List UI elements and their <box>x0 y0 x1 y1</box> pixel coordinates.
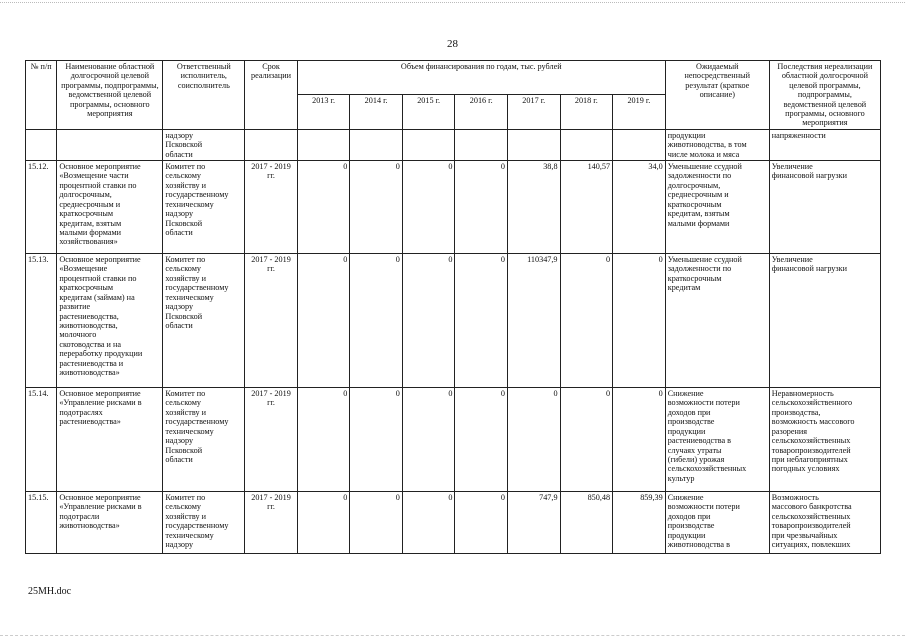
row-value: 0 <box>350 388 403 492</box>
row-name: Основное мероприятие «Управление рисками в подотраслях растениеводства» <box>57 388 163 492</box>
row-value: 0 <box>297 254 350 388</box>
header-name: Наименование областной долгосрочной целевой программы, подпрограммы, ведомственной целевой программы, основного мероприятия <box>57 61 163 130</box>
row-value: 0 <box>455 388 508 492</box>
row-value: 0 <box>560 388 613 492</box>
header-executor: Ответственный исполнитель, соисполнитель <box>163 61 245 130</box>
row-result: продукции животноводства, в том числе молока и мяса <box>665 129 769 160</box>
row-name <box>57 129 163 160</box>
header-num: № п/п <box>26 61 57 130</box>
row-value: 110347,9 <box>507 254 560 388</box>
row-consequence: Возможность массового банкротства сельскохозяйственных товаропроизводителей при чрезвычайных ситуациях, повлекших <box>769 492 880 554</box>
row-value: 0 <box>297 492 350 554</box>
header-year: 2019 г. <box>613 95 666 129</box>
row-num <box>26 129 57 160</box>
row-term <box>245 129 298 160</box>
row-value <box>613 129 666 160</box>
scan-edge-top <box>0 2 905 4</box>
row-result: Уменьшение ссудной задолженности по долгосрочным, среднесрочным и краткосрочным кредитам, взятым малыми формами <box>665 161 769 254</box>
row-value <box>455 129 508 160</box>
header-year: 2018 г. <box>560 95 613 129</box>
row-value <box>402 129 455 160</box>
row-term: 2017 - 2019 гг. <box>245 161 298 254</box>
row-value: 0 <box>350 492 403 554</box>
row-executor: Комитет по сельскому хозяйству и государственному техническому надзору <box>163 492 245 554</box>
row-term: 2017 - 2019 гг. <box>245 254 298 388</box>
row-name: Основное мероприятие «Возмещение процентной ставки по краткосрочным кредитам (займам) на развитие растениеводства, животноводства, молочного скотоводства и на переработку продукции растениеводства и животноводства» <box>57 254 163 388</box>
header-year: 2017 г. <box>507 95 560 129</box>
row-num: 15.12. <box>26 161 57 254</box>
row-value: 859,39 <box>613 492 666 554</box>
table-row <box>26 492 881 554</box>
row-value: 0 <box>297 161 350 254</box>
row-consequence: Увеличение финансовой нагрузки <box>769 161 880 254</box>
table-row <box>26 161 881 254</box>
row-value: 0 <box>613 388 666 492</box>
row-result: Уменьшение ссудной задолженности по краткосрочным кредитам <box>665 254 769 388</box>
row-value: 0 <box>297 388 350 492</box>
table-row <box>26 254 881 388</box>
row-executor: Комитет по сельскому хозяйству и государственному техническому надзору Псковской области <box>163 388 245 492</box>
header-year: 2016 г. <box>455 95 508 129</box>
row-consequence: Неравномерность сельскохозяйственного производства, возможность массового разорения сельскохозяйственных товаропроизводителей при неблагоприятных погодных условиях <box>769 388 880 492</box>
row-name: Основное мероприятие «Возмещение части процентной ставки по долгосрочным, среднесрочным и краткосрочным кредитам, взятым малыми формами хозяйствования» <box>57 161 163 254</box>
row-value: 747,9 <box>507 492 560 554</box>
row-num: 15.13. <box>26 254 57 388</box>
row-result: Снижение возможности потери доходов при производстве продукции растениеводства в случаях утраты (гибели) урожая сельскохозяйственных культур <box>665 388 769 492</box>
row-value: 0 <box>402 388 455 492</box>
row-value: 140,57 <box>560 161 613 254</box>
scan-edge-bottom <box>0 635 905 636</box>
row-executor: надзору Псковской области <box>163 129 245 160</box>
row-value: 0 <box>350 161 403 254</box>
row-value: 0 <box>455 492 508 554</box>
page-number: 28 <box>447 38 458 50</box>
row-name: Основное мероприятие «Управление рисками в подотрасли животноводства» <box>57 492 163 554</box>
row-consequence: Увеличение финансовой нагрузки <box>769 254 880 388</box>
row-value: 0 <box>560 254 613 388</box>
row-num: 15.14. <box>26 388 57 492</box>
footer-filename: 25MH.doc <box>28 586 72 597</box>
row-value: 0 <box>402 254 455 388</box>
program-table <box>25 60 881 554</box>
row-value: 0 <box>350 254 403 388</box>
header-year: 2014 г. <box>350 95 403 129</box>
row-result: Снижение возможности потери доходов при производстве продукции животноводства в <box>665 492 769 554</box>
row-term: 2017 - 2019 гг. <box>245 388 298 492</box>
header-term: Срок реализации <box>245 61 298 130</box>
row-value: 0 <box>507 388 560 492</box>
row-term: 2017 - 2019 гг. <box>245 492 298 554</box>
row-value: 850,48 <box>560 492 613 554</box>
header-consequences: Последствия нереализации областной долгосрочной целевой программы, подпрограммы, ведомственной целевой программы, основного мероприятия <box>769 61 880 130</box>
row-consequence: напряженности <box>769 129 880 160</box>
row-value: 0 <box>613 254 666 388</box>
header-result: Ожидаемый непосредственный результат (краткое описание) <box>665 61 769 130</box>
row-value <box>560 129 613 160</box>
row-value <box>507 129 560 160</box>
header-row-1 <box>26 61 881 95</box>
table-row <box>26 129 881 160</box>
header-year: 2013 г. <box>297 95 350 129</box>
row-value: 0 <box>402 492 455 554</box>
row-num: 15.15. <box>26 492 57 554</box>
row-value: 0 <box>455 254 508 388</box>
row-value: 0 <box>402 161 455 254</box>
row-executor: Комитет по сельскому хозяйству и государственному техническому надзору Псковской области <box>163 254 245 388</box>
header-funding: Объем финансирования по годам, тыс. рублей <box>297 61 665 95</box>
row-value <box>350 129 403 160</box>
table-row <box>26 388 881 492</box>
header-year: 2015 г. <box>402 95 455 129</box>
row-value: 38,8 <box>507 161 560 254</box>
row-executor: Комитет по сельскому хозяйству и государственному техническому надзору Псковской области <box>163 161 245 254</box>
row-value <box>297 129 350 160</box>
row-value: 0 <box>455 161 508 254</box>
row-value: 34,0 <box>613 161 666 254</box>
